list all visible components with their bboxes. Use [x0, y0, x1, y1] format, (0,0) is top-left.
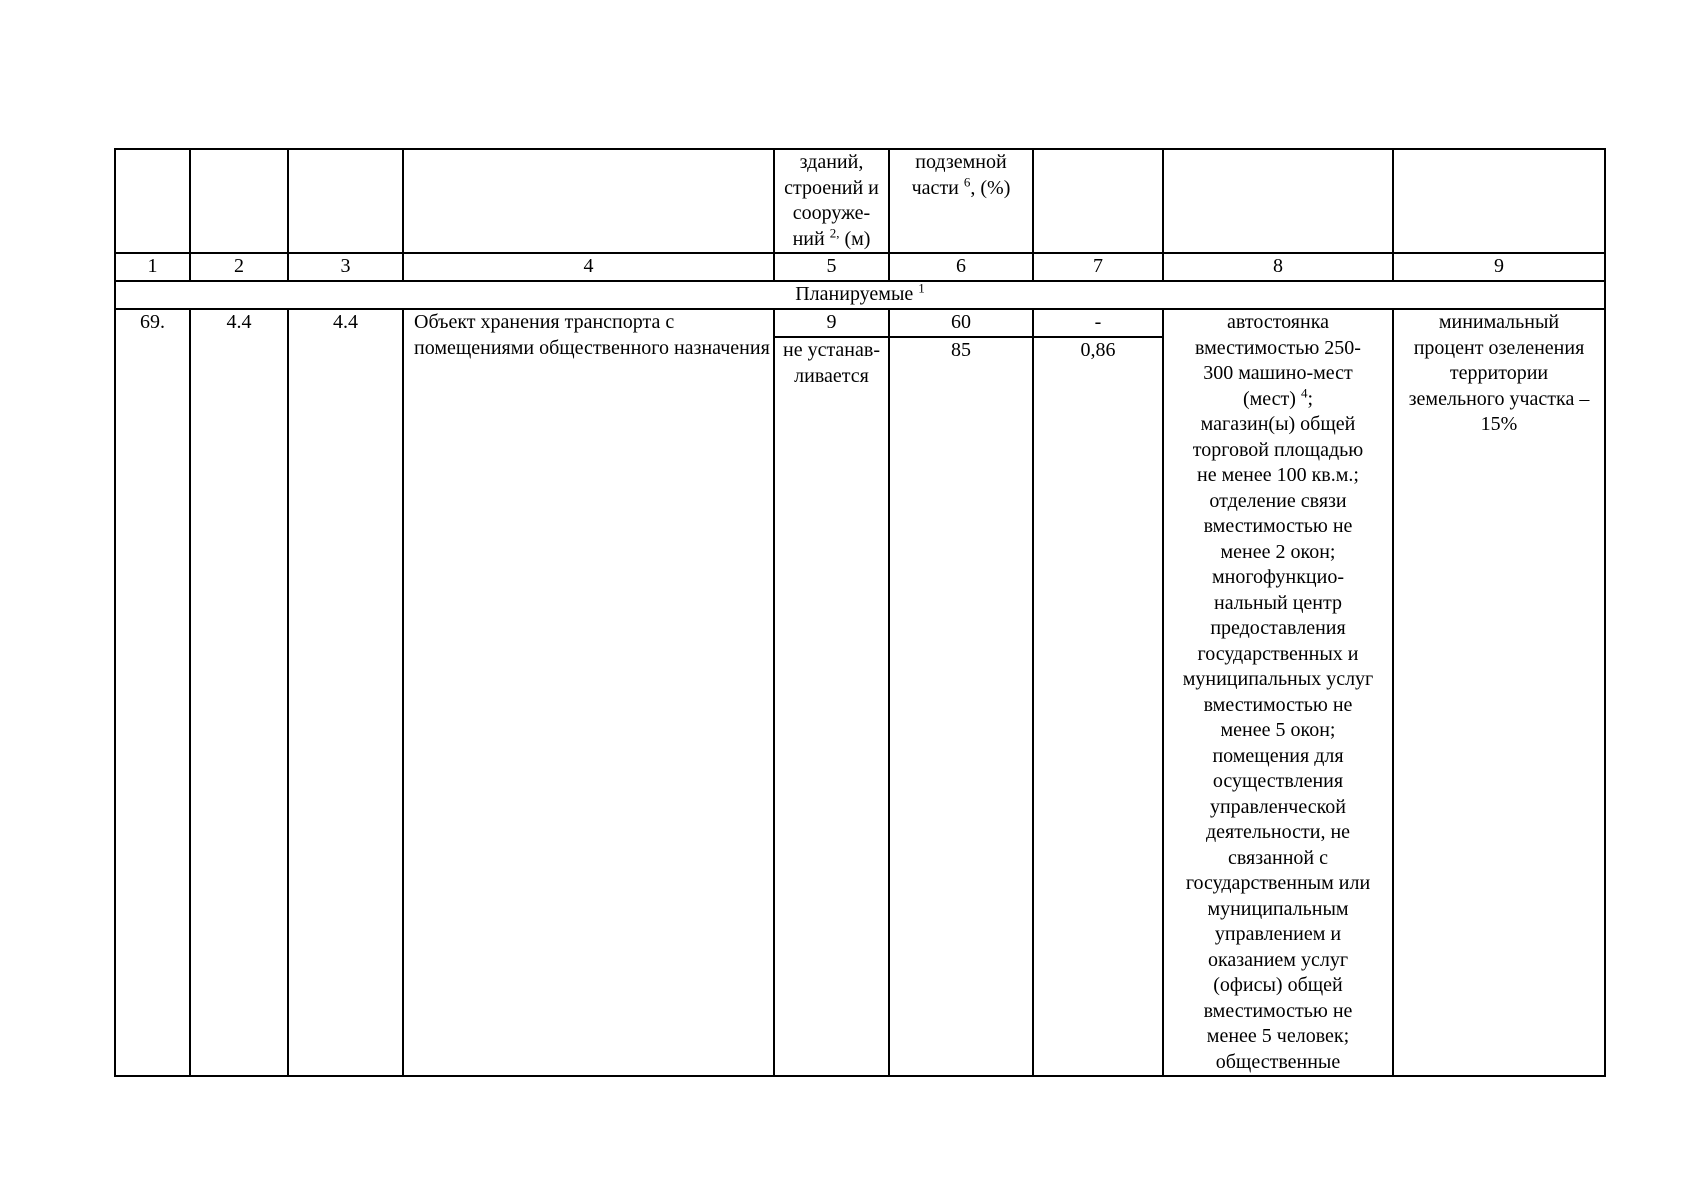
c8-line: управленческой: [1209, 795, 1347, 818]
c8-line: менее 2 окон;: [1220, 540, 1336, 563]
header-c5-line-4: [778, 224, 885, 253]
row-c7-a: -: [1033, 309, 1163, 337]
c8-line: управлением и: [1214, 923, 1342, 945]
header-c5-footnote: 2,: [829, 224, 840, 240]
header-c6-unit: , (%): [970, 176, 1011, 199]
c8-line: многофункцио-: [1211, 566, 1344, 588]
c8-line: деятельности, не: [1205, 821, 1351, 843]
column-index-2: 2: [190, 253, 288, 281]
c8-line: оказанием услуг: [1207, 948, 1349, 971]
row-c5-b: [774, 337, 889, 1076]
c8-line: вместимостью не: [1203, 999, 1353, 1022]
row-c5-a: 9: [774, 309, 889, 337]
c8-line: нальный центр: [1214, 591, 1342, 614]
section-title-cell: [115, 281, 1605, 309]
header-cell-6: [889, 149, 1033, 253]
c8-line: не менее 100 кв.м.;: [1197, 464, 1359, 486]
c8-line: отделение связи: [1209, 489, 1347, 512]
column-index-3: 3: [288, 253, 403, 281]
c9-line: процент озеленения: [1413, 336, 1585, 359]
c8-line: муниципальным: [1207, 897, 1349, 920]
header-cell-5: [774, 149, 889, 253]
regulations-table: [114, 148, 1606, 1077]
section-row: [115, 281, 1605, 309]
row-c6-a: 60: [889, 309, 1033, 337]
header-cell-4: [403, 149, 774, 253]
column-index-7: 7: [1033, 253, 1163, 281]
c5-b-line-2: ливается: [794, 364, 869, 387]
header-cell-8: [1163, 149, 1393, 253]
header-cell-7: [1033, 149, 1163, 253]
c8-line: связанной с: [1227, 846, 1329, 869]
c8-line: (офисы) общей: [1213, 974, 1343, 996]
c8-line: торговой площадью: [1192, 438, 1364, 461]
c8-footnote: 4: [1300, 384, 1308, 400]
row-code-1: 4.4: [190, 309, 288, 1076]
c9-line: 15%: [1480, 413, 1518, 435]
c8-line: вместимостью не: [1203, 693, 1353, 716]
c8-line: автостоянка: [1227, 311, 1329, 333]
c8-line: вместимостью не: [1203, 515, 1353, 537]
column-index-4: 4: [403, 253, 774, 281]
column-index-5: 5: [774, 253, 889, 281]
column-index-8: 8: [1163, 253, 1393, 281]
c8-semicolon: ;: [1307, 387, 1314, 410]
c8-line: государственных и: [1197, 642, 1359, 665]
header-cell-9: [1393, 149, 1605, 253]
row-c8-description: [1163, 309, 1393, 1076]
section-footnote: 1: [918, 280, 925, 296]
c8-line: государственным или: [1185, 872, 1371, 894]
row-number: 69.: [115, 309, 190, 1076]
column-index-9: 9: [1393, 253, 1605, 281]
c8-line-text: (мест): [1242, 387, 1296, 410]
c8-line: муниципальных услуг: [1182, 668, 1374, 690]
section-title: Планируемые: [795, 283, 914, 305]
column-index-row: [115, 253, 1605, 281]
c8-line: 300 машино-мест: [1203, 362, 1353, 384]
c9-line: территории: [1449, 362, 1549, 384]
c8-line: помещения для: [1212, 744, 1344, 767]
header-cell-1: [115, 149, 190, 253]
header-row: [115, 149, 1605, 253]
c8-line: менее 5 окон;: [1220, 719, 1336, 741]
header-cell-3: [288, 149, 403, 253]
header-c5-line-4-text: ний: [792, 227, 825, 250]
header-c6-footnote: 6: [963, 173, 971, 189]
row-c7-b: 0,86: [1033, 337, 1163, 1076]
row-c9-note: [1393, 309, 1605, 1076]
header-c5-line-1: зданий,: [799, 151, 864, 173]
header-c5-line-3: сооруже-: [792, 202, 871, 224]
header-c6-line-1: подземной: [915, 151, 1007, 173]
row-name: Объект хранения транспорта с помещениями общественного назначения: [403, 309, 774, 1076]
c8-line: менее 5 человек;: [1206, 1025, 1350, 1047]
c5-b-line-1: не устанав-: [782, 339, 880, 361]
header-c6-line-2-text: части: [911, 176, 959, 199]
row-c6-b: 85: [889, 337, 1033, 1076]
c8-line: общественные: [1215, 1050, 1341, 1073]
header-c6-line-2: [893, 173, 1029, 202]
c9-line: земельного участка –: [1408, 387, 1590, 410]
c8-line: вместимостью 250-: [1195, 336, 1361, 359]
column-index-6: 6: [889, 253, 1033, 281]
c8-line-with-footnote: [1167, 384, 1389, 413]
c8-line: осуществления: [1212, 770, 1344, 792]
c8-line: магазин(ы) общей: [1200, 413, 1356, 435]
c8-line: предоставления: [1210, 617, 1346, 639]
table-row: [115, 309, 1605, 337]
c9-line: минимальный: [1438, 311, 1560, 333]
header-c5-line-2: строений и: [784, 176, 879, 199]
header-c5-unit: (м): [844, 227, 871, 250]
header-cell-2: [190, 149, 288, 253]
row-code-2: 4.4: [288, 309, 403, 1076]
column-index-1: 1: [115, 253, 190, 281]
